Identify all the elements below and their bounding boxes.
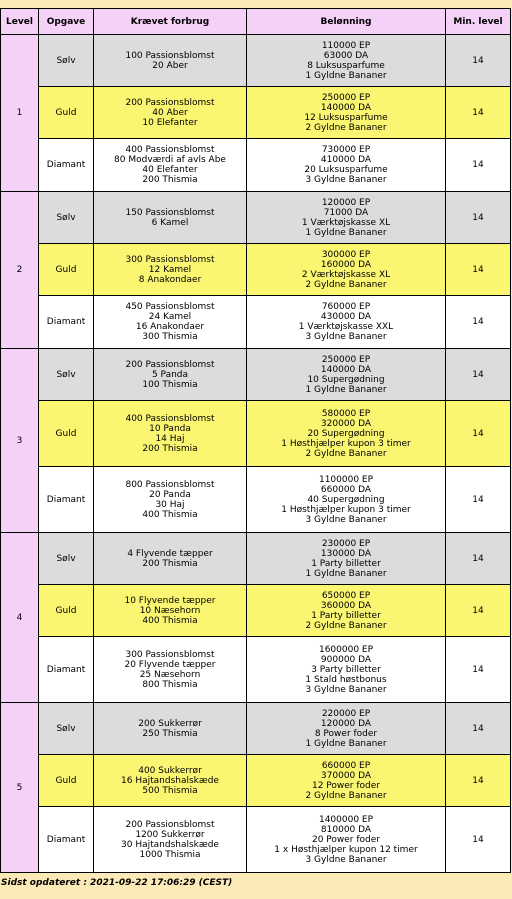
reward-item: 2 Gyldne Bananer — [305, 790, 387, 801]
required-item: 20 Flyvende tæpper — [124, 659, 216, 670]
required-item: 24 Kamel — [148, 312, 192, 322]
required-item: 200 Thismia — [142, 175, 198, 185]
task-tier-cell: Diamant — [39, 637, 94, 703]
task-tier-cell: Diamant — [39, 139, 94, 192]
reward-item: 1 Værktøjskasse XXL — [298, 322, 394, 332]
min-level-cell: 14 — [446, 637, 511, 703]
required-item: 400 Thismia — [142, 509, 198, 520]
reward-item: 1 Gyldne Bananer — [305, 384, 387, 395]
required-item: 500 Thismia — [142, 785, 198, 796]
required-item: 150 Passionsblomst — [125, 207, 215, 218]
reward-item: 1600000 EP — [318, 644, 374, 655]
required-item: 300 Passionsblomst — [125, 649, 215, 660]
reward-cell — [247, 703, 446, 755]
required-cell — [94, 755, 247, 807]
reward-item: 1 Gyldne Bananer — [305, 227, 387, 238]
header-row — [1, 9, 511, 35]
reward-item: 10 Supergødning — [307, 374, 385, 385]
reward-item: 760000 EP — [321, 302, 371, 312]
header-task: Opgave — [39, 9, 94, 35]
reward-cell — [247, 87, 446, 139]
reward-item: 2 Værktøjskasse XL — [301, 269, 391, 280]
reward-cell — [247, 139, 446, 192]
task-row — [1, 87, 511, 139]
required-cell — [94, 349, 247, 401]
reward-item: 320000 DA — [320, 418, 372, 429]
min-level-cell: 14 — [446, 467, 511, 533]
task-tier-cell: Guld — [39, 401, 94, 467]
reward-item: 8 Luksusparfume — [307, 60, 385, 71]
last-updated-text: Sidst opdateret : 2021-09-22 17:06:29 (CEST) — [1, 878, 233, 888]
reward-item: 250000 EP — [321, 354, 371, 365]
min-level-cell: 14 — [446, 401, 511, 467]
reward-item: 250000 EP — [321, 92, 371, 103]
task-row — [1, 807, 511, 873]
min-level-cell: 14 — [446, 585, 511, 637]
required-item: 40 Elefanter — [142, 165, 198, 175]
reward-cell — [247, 192, 446, 244]
reward-cell — [247, 467, 446, 533]
reward-item: 140000 DA — [320, 102, 372, 113]
reward-item: 160000 DA — [320, 259, 372, 270]
reward-cell — [247, 585, 446, 637]
task-row — [1, 192, 511, 244]
required-item: 400 Passionsblomst — [125, 145, 215, 155]
required-item: 5 Panda — [151, 369, 189, 380]
required-item: 10 Panda — [149, 423, 191, 434]
task-tier-cell: Diamant — [39, 296, 94, 349]
required-cell — [94, 87, 247, 139]
header-required: Krævet forbrug — [94, 9, 247, 35]
task-row — [1, 703, 511, 755]
reward-item: 40 Supergødning — [307, 494, 385, 505]
level-cell: 2 — [1, 192, 39, 349]
required-item: 14 Haj — [155, 433, 185, 444]
level-cell: 1 — [1, 35, 39, 192]
reward-cell — [247, 807, 446, 873]
reward-item: 1 Høsthjælper kupon 3 timer — [281, 504, 411, 515]
required-item: 30 Hajtandshalskæde — [121, 839, 219, 850]
task-tier-cell: Sølv — [39, 35, 94, 87]
required-item: 200 Thismia — [142, 443, 198, 454]
required-item: 1200 Sukkerrør — [135, 829, 205, 840]
reward-item: 130000 DA — [320, 548, 372, 559]
required-cell — [94, 533, 247, 585]
reward-item: 12 Power foder — [311, 780, 380, 791]
required-cell — [94, 35, 247, 87]
task-tier-cell: Guld — [39, 244, 94, 296]
reward-item: 900000 DA — [320, 654, 372, 665]
reward-item: 3 Gyldne Bananer — [305, 175, 387, 185]
task-tier-cell: Diamant — [39, 467, 94, 533]
min-level-cell: 14 — [446, 533, 511, 585]
level-cell: 4 — [1, 533, 39, 703]
required-item: 200 Passionsblomst — [125, 819, 215, 830]
task-tier-cell: Sølv — [39, 533, 94, 585]
reward-item: 1 x Høsthjælper kupon 12 timer — [274, 844, 418, 855]
reward-item: 230000 EP — [321, 538, 371, 549]
required-item: 400 Sukkerrør — [138, 765, 202, 776]
reward-item: 1100000 EP — [318, 474, 374, 485]
reward-item: 2 Gyldne Bananer — [305, 620, 387, 631]
min-level-cell: 14 — [446, 139, 511, 192]
reward-cell — [247, 533, 446, 585]
required-item: 25 Næsehorn — [139, 669, 201, 680]
reward-item: 1 Gyldne Bananer — [305, 738, 387, 749]
reward-item: 1 Høsthjælper kupon 3 timer — [281, 438, 411, 449]
task-tier-cell: Sølv — [39, 703, 94, 755]
required-cell — [94, 296, 247, 349]
required-item: 80 Modværdi af avls Abe — [114, 155, 226, 165]
required-item: 4 Flyvende tæpper — [127, 548, 213, 559]
min-level-cell: 14 — [446, 87, 511, 139]
required-item: 1000 Thismia — [139, 849, 201, 860]
level-cell: 3 — [1, 349, 39, 533]
required-cell — [94, 703, 247, 755]
header-reward: Belønning — [247, 9, 446, 35]
task-tier-cell: Sølv — [39, 192, 94, 244]
required-item: 250 Thismia — [142, 728, 198, 739]
reward-item: 2 Gyldne Bananer — [305, 448, 387, 459]
level-cell: 5 — [1, 703, 39, 873]
reward-item: 3 Gyldne Bananer — [305, 514, 387, 525]
task-row — [1, 244, 511, 296]
required-item: 400 Passionsblomst — [125, 413, 215, 424]
reward-item: 2 Gyldne Bananer — [305, 122, 387, 133]
required-item: 6 Kamel — [151, 217, 189, 228]
task-row — [1, 296, 511, 349]
required-item: 200 Sukkerrør — [138, 718, 202, 729]
required-item: 100 Passionsblomst — [125, 50, 215, 61]
required-cell — [94, 401, 247, 467]
reward-item: 71000 DA — [323, 207, 369, 218]
task-row — [1, 401, 511, 467]
reward-item: 3 Gyldne Bananer — [305, 854, 387, 865]
task-tier-cell: Guld — [39, 755, 94, 807]
reward-item: 360000 DA — [320, 600, 372, 611]
reward-item: 730000 EP — [321, 145, 371, 155]
min-level-cell: 14 — [446, 703, 511, 755]
reward-cell — [247, 244, 446, 296]
task-row — [1, 755, 511, 807]
reward-item: 1 Party billetter — [311, 558, 381, 569]
required-item: 400 Thismia — [142, 615, 198, 626]
required-item: 20 Panda — [149, 489, 191, 500]
header-min-level: Min. level — [446, 9, 511, 35]
required-item: 300 Thismia — [142, 332, 198, 342]
required-cell — [94, 139, 247, 192]
reward-item: 300000 EP — [321, 249, 371, 260]
reward-cell — [247, 637, 446, 703]
required-item: 800 Passionsblomst — [125, 479, 215, 490]
reward-item: 3 Gyldne Bananer — [305, 684, 387, 695]
reward-item: 1 Party billetter — [311, 610, 381, 621]
required-item: 16 Hajtandshalskæde — [121, 775, 219, 786]
reward-cell — [247, 755, 446, 807]
required-cell — [94, 192, 247, 244]
reward-item: 3 Party billetter — [311, 664, 381, 675]
reward-item: 2 Gyldne Bananer — [305, 279, 387, 290]
required-item: 10 Elefanter — [142, 117, 198, 128]
reward-item: 650000 EP — [321, 590, 371, 601]
reward-item: 410000 DA — [320, 155, 372, 165]
reward-cell — [247, 349, 446, 401]
required-cell — [94, 467, 247, 533]
min-level-cell: 14 — [446, 35, 511, 87]
required-item: 30 Haj — [155, 499, 185, 510]
required-item: 200 Passionsblomst — [125, 97, 215, 108]
task-tier-cell: Diamant — [39, 807, 94, 873]
reward-item: 63000 DA — [323, 50, 369, 61]
required-item: 40 Aber — [152, 107, 188, 118]
task-table — [0, 8, 511, 873]
reward-item: 120000 DA — [320, 718, 372, 729]
required-item: 200 Thismia — [142, 558, 198, 569]
required-item: 20 Aber — [152, 60, 188, 71]
reward-item: 1 Gyldne Bananer — [305, 568, 387, 579]
task-row — [1, 139, 511, 192]
reward-item: 20 Power foder — [311, 834, 380, 845]
required-item: 12 Kamel — [148, 264, 192, 275]
min-level-cell: 14 — [446, 807, 511, 873]
required-cell — [94, 807, 247, 873]
required-item: 200 Passionsblomst — [125, 359, 215, 370]
task-row — [1, 637, 511, 703]
reward-item: 220000 EP — [321, 708, 371, 719]
reward-item: 580000 EP — [321, 408, 371, 419]
reward-item: 1 Stald høstbonus — [305, 674, 387, 685]
required-item: 10 Flyvende tæpper — [124, 595, 216, 606]
required-item: 16 Anakondaer — [135, 322, 205, 332]
required-item: 300 Passionsblomst — [125, 254, 215, 265]
reward-item: 3 Gyldne Bananer — [305, 332, 387, 342]
reward-cell — [247, 296, 446, 349]
task-row — [1, 585, 511, 637]
required-item: 800 Thismia — [142, 679, 198, 690]
reward-item: 1 Værktøjskasse XL — [301, 217, 391, 228]
reward-item: 370000 DA — [320, 770, 372, 781]
required-cell — [94, 244, 247, 296]
reward-cell — [247, 35, 446, 87]
reward-item: 110000 EP — [321, 40, 371, 51]
required-item: 10 Næsehorn — [139, 605, 201, 616]
reward-item: 660000 EP — [321, 760, 371, 771]
reward-item: 1 Gyldne Bananer — [305, 70, 387, 81]
min-level-cell: 14 — [446, 192, 511, 244]
min-level-cell: 14 — [446, 755, 511, 807]
min-level-cell: 14 — [446, 296, 511, 349]
task-table-body — [1, 35, 511, 873]
reward-item: 1400000 EP — [318, 814, 374, 825]
header-level: Level — [1, 9, 39, 35]
required-item: 100 Thismia — [142, 379, 198, 390]
task-row — [1, 349, 511, 401]
reward-cell — [247, 401, 446, 467]
task-tier-cell: Guld — [39, 585, 94, 637]
task-tier-cell: Sølv — [39, 349, 94, 401]
reward-item: 8 Power foder — [314, 728, 378, 739]
reward-item: 20 Supergødning — [307, 428, 385, 439]
reward-item: 20 Luksusparfume — [304, 165, 388, 175]
reward-item: 430000 DA — [320, 312, 372, 322]
min-level-cell: 14 — [446, 244, 511, 296]
task-row — [1, 533, 511, 585]
reward-item: 12 Luksusparfume — [304, 112, 388, 123]
required-cell — [94, 585, 247, 637]
reward-item: 660000 DA — [320, 484, 372, 495]
required-item: 450 Passionsblomst — [125, 302, 215, 312]
task-tier-cell: Guld — [39, 87, 94, 139]
reward-item: 810000 DA — [320, 824, 372, 835]
task-row — [1, 467, 511, 533]
min-level-cell: 14 — [446, 349, 511, 401]
reward-item: 120000 EP — [321, 197, 371, 208]
reward-item: 140000 DA — [320, 364, 372, 375]
required-item: 8 Anakondaer — [138, 274, 202, 285]
task-row — [1, 35, 511, 87]
required-cell — [94, 637, 247, 703]
